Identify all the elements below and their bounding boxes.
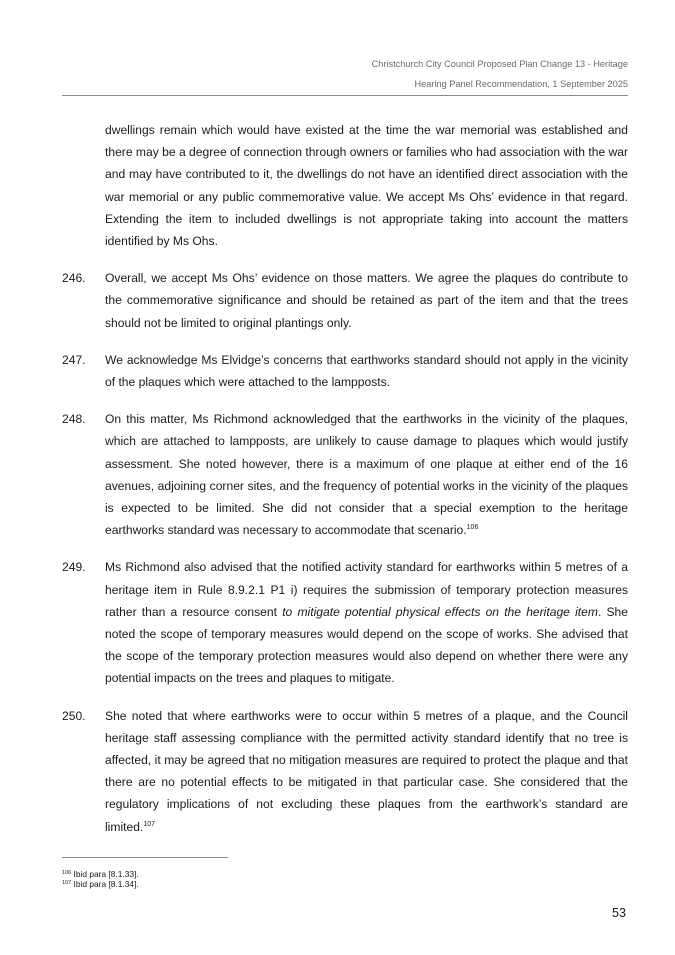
paragraph-249 (62, 556, 628, 689)
paragraph-text: We acknowledge Ms Elvidge’s concerns that earthworks standard should not apply in the vicinity of the plaques which were attached to the lampposts. (105, 352, 628, 390)
paragraph-number: 247. (62, 352, 86, 367)
paragraph-text: dwellings remain which would have existed at the time the war memorial was established and there may be a degree of connection through owners or families who had association with the war and may have contributed to it, the dwellings do not have an identified direct association with the war memorial or any public commemorative value. We accept Ms Ohs’ evidence in that regard. Extending the item to included dwellings is not appropriate taking into account the matters identified by Ms Ohs. (105, 123, 629, 249)
running-header (372, 54, 628, 94)
header-document-subtitle: Hearing Panel Recommendation, 1 September 2025 (414, 79, 628, 89)
paragraph-247 (62, 349, 628, 393)
footnote-number: 107 (62, 880, 72, 886)
paragraph-250 (62, 705, 628, 838)
paragraph-text: Overall, we accept Ms Ohs’ evidence on those matters. We agree the plaques do contribute to the commemorative significance and should be retained as part of the item and that the trees should not be limited to original plantings only. (105, 271, 628, 330)
paragraph-continued (62, 119, 628, 252)
footnote-separator (62, 857, 228, 858)
header-document-title: Christchurch City Council Proposed Plan Change 13 - Heritage (371, 59, 628, 69)
paragraph-text-after: . She noted the scope of temporary measures would depend on the scope of works. She advised that the scope of the temporary protection measures would also depend on whether there were any potential impacts on the trees and plaques to mitigate. (105, 604, 628, 686)
footnote-reference-107[interactable]: 107 (143, 820, 155, 828)
page-number: 53 (612, 906, 626, 920)
paragraph-number: 246. (62, 271, 86, 286)
footnote-107 (62, 879, 139, 889)
paragraph-number: 248. (62, 412, 86, 427)
paragraph-italic-quote: to mitigate potential physical effects on the heritage item (282, 604, 598, 619)
footnote-text: Ibid para [8.1.34]. (71, 879, 139, 889)
header-divider (62, 95, 628, 96)
paragraph-246 (62, 267, 628, 334)
footnote-reference-106[interactable]: 106 (466, 524, 479, 532)
footnote-number: 106 (62, 870, 72, 876)
paragraph-text: On this matter, Ms Richmond acknowledged that the earthworks in the vicinity of the plaques, which are attached to lampposts, are unlikely to cause damage to plaques which would justify assessment. She noted however, there is a maximum of one plaque at either end of the 16 avenues, adjoining corner sites, and the frequency of potential works in the vicinity of the plaques is expected to be limited. She did not consider that a special exemption to the heritage earthworks standard was necessary to accommodate that scenario. (105, 412, 628, 538)
paragraph-text: She noted that where earthworks were to occur within 5 metres of a plaque, and the Council heritage staff assessing compliance with the permitted activity standard identify that no tree is affected, it may be agreed that no mitigation measures are required to protect the plaque and that there are no potential effects to be mitigated in that particular case. She considered that the regulatory implications of not excluding these plaques from the earthwork’s standard are limited. (105, 708, 628, 834)
paragraph-number: 250. (62, 708, 86, 723)
paragraph-number: 249. (62, 560, 86, 575)
footnote-106 (62, 869, 139, 879)
document-body (62, 119, 628, 853)
footnote-text: Ibid para [8.1.33]. (71, 869, 139, 879)
paragraph-248 (62, 408, 628, 541)
footnotes (62, 869, 139, 889)
paragraph-text: Ms Richmond also advised that the notified activity standard for earthworks within 5 metres of a heritage item in Rule 8.9.2.1 P1 i) requires the submission of temporary protection measures rather than a resource consent (105, 560, 628, 619)
